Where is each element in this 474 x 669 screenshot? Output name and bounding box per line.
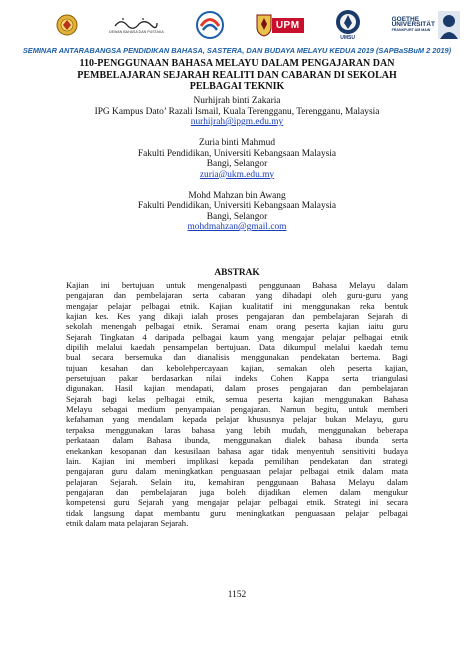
sapba-emblem-icon bbox=[195, 10, 225, 40]
abstract-line: pengajaran guru dalam meningkatkan penguasaan pelajar pelbagai etnik dalam mata bbox=[66, 466, 408, 477]
author-email-link[interactable]: nurhijrah@ipgm.edu.my bbox=[190, 117, 284, 127]
abstract-line: Sejarah Tingkatan 4 daripada pelbagai kaum yang mengajar pelajar pelbagai etnik bbox=[66, 331, 408, 342]
author-name: Nurhijrah binti Zakaria bbox=[193, 96, 281, 106]
author-affiliation: Fakulti Pendidikan, Universiti Kebangsaan Malaysia bbox=[137, 148, 337, 159]
jawi-script-icon bbox=[113, 16, 159, 30]
title-line: PEMBELAJARAN SEJARAH REALITI DAN CABARAN DI SEKOLAH bbox=[77, 69, 397, 81]
goethe-portrait-icon bbox=[438, 11, 460, 39]
author-name: Mohd Mahzan bin Awang bbox=[188, 190, 286, 201]
author-affiliation: Fakulti Pendidikan, Universiti Kebangsaan Malaysia bbox=[137, 201, 337, 211]
abstract-line: Sejarah bagi kelas pelbagai etnik, semua peserta kajian menggunakan Bahasa bbox=[66, 393, 408, 404]
title-line: 110-PENGGUNAAN BAHASA MELAYU DALAM PENGAJARAN DAN bbox=[79, 58, 395, 69]
goethe-line1: GOETHE bbox=[391, 15, 420, 23]
abstract-line: pelajaran Sejarah. Selain itu, kemahiran penggunaan Bahasa Melayu dalam bbox=[66, 476, 408, 487]
dbp-seal bbox=[56, 14, 78, 36]
author-email-link[interactable]: mohdmahzan@gmail.com bbox=[187, 222, 287, 232]
abstract-line: terpaksa menggunakan laras bahasa yang lebih mudah, menggunakan beberapa bbox=[66, 424, 408, 435]
author-list bbox=[40, 96, 434, 243]
title-line: PELBAGAI TEKNIK bbox=[189, 81, 285, 92]
author-affiliation: Bangi, Selangor bbox=[206, 159, 268, 169]
abstract-line: tujuan kesahan dan kebolehpercayaan kajian, semakan oleh peserta kajian, bbox=[66, 362, 408, 373]
author-block bbox=[40, 96, 434, 128]
abstract-line: kefahaman yang mendalam kepada pelajar khususnya pelajar bukan Melayu, guru bbox=[66, 414, 408, 425]
abstract-heading: ABSTRAK bbox=[214, 268, 260, 278]
goethe-logo bbox=[392, 11, 460, 39]
upm-logo bbox=[256, 13, 304, 37]
abstract-line: tidak langsung dapat membantu guru meningkatkan penguasaan pelajar pelbagai bbox=[66, 507, 408, 518]
ukm-logo bbox=[109, 16, 164, 34]
sapba-logo bbox=[195, 10, 225, 40]
author-name: Zuria binti Mahmud bbox=[198, 138, 276, 148]
umsu-emblem-icon bbox=[335, 9, 361, 35]
abstract-line: kajian kes. Kes yang dikaji ialah proses pengajaran dan pembelajaran Sejarah di bbox=[66, 311, 408, 322]
paper-title bbox=[40, 58, 434, 93]
umsu-logo bbox=[335, 9, 361, 41]
abstract-line: Kajian ini bertujuan untuk mengenalpasti penggunaan Bahasa Melayu dalam bbox=[66, 280, 408, 290]
dbp-caption: DEWAN BAHASA DAN PUSTAKA bbox=[109, 30, 164, 34]
goethe-line3: FRANKFURT AM MAIN bbox=[391, 27, 431, 32]
author-affiliation: Bangi, Selangor bbox=[206, 211, 268, 222]
author-affiliation: IPG Kampus Dato’ Razali Ismail, Kuala Terengganu, Terengganu, Malaysia bbox=[94, 106, 380, 117]
abstract-line: sekolah menengah pelbagai etnik. Seramai enam orang peserta kajian iaitu guru bbox=[66, 321, 408, 332]
abstract-line: pengajaran dan pembelajaran serta cabaran yang dihadapi oleh guru-guru yang bbox=[66, 290, 408, 301]
abstract-line: perkataan dalam Bahasa ibunda, menggunakan dialek bahasa ibunda serta bbox=[66, 435, 408, 446]
abstract-line: bual secara bersemuka dan dianalisis menggunakan pendekatan bertema. Bagi bbox=[66, 352, 408, 363]
abstract-line: mengajar pelajar pelbagai etnik. Kajian kualitatif ini menggunakan reka bentuk bbox=[66, 300, 408, 311]
abstract-line: kompetensi guru Sejarah yang mengajar pelajar pelbagai etnik. Strategi ini secara bbox=[66, 497, 408, 508]
logo-row bbox=[56, 6, 460, 44]
abstract-line: digunakan. Hasil kajian mendapati, dalam proses pengajaran dan pembelajaran bbox=[66, 383, 408, 394]
abstract-line: lain. Kajian ini memberi implikasi kepada pemilihan pendekatan dan strategi bbox=[66, 455, 408, 466]
goethe-line2: UNIVERSITÄT bbox=[391, 21, 435, 29]
author-block bbox=[40, 191, 434, 233]
abstract-line: persetujuan pakar berdasarkan nilai indeks Cohen Kappa serta triangulasi bbox=[66, 373, 408, 384]
dbp-seal-icon bbox=[56, 14, 78, 36]
abstract-body bbox=[66, 280, 408, 528]
author-email-link[interactable]: zuria@ukm.edu.my bbox=[199, 169, 275, 180]
seminar-banner: SEMINAR ANTARABANGSA PENDIDIKAN BAHASA, SASTERA, DAN BUDAYA MELAYU KEDUA 2019 (SAPBaSBuM 2 2019) bbox=[22, 46, 452, 55]
abstract-line: pengajaran dan pembelajaran juga boleh dijadikan elemen dalam mengukur bbox=[66, 486, 408, 497]
umsu-wordmark: UMSU bbox=[340, 35, 355, 41]
upm-crest-icon bbox=[256, 13, 272, 37]
abstract-line: Melayu sebagai medium penyampaian pengajaran. Namun begitu, untuk memberi bbox=[66, 404, 408, 415]
abstract-line: enekankan kesopanan dan kesusilaan bahasa agar tidak menyentuh sensitiviti budaya bbox=[66, 445, 408, 456]
abstract-line: etnik dalam mata pelajaran Sejarah. bbox=[66, 517, 189, 528]
page-number: 1152 bbox=[227, 590, 247, 600]
author-block bbox=[40, 138, 434, 180]
abstract-line: dipilih melalui kaedah pensampelan bertujuan. Data dikumpul melalui kaedah temu bbox=[66, 342, 408, 353]
upm-wordmark: UPM bbox=[272, 18, 304, 33]
